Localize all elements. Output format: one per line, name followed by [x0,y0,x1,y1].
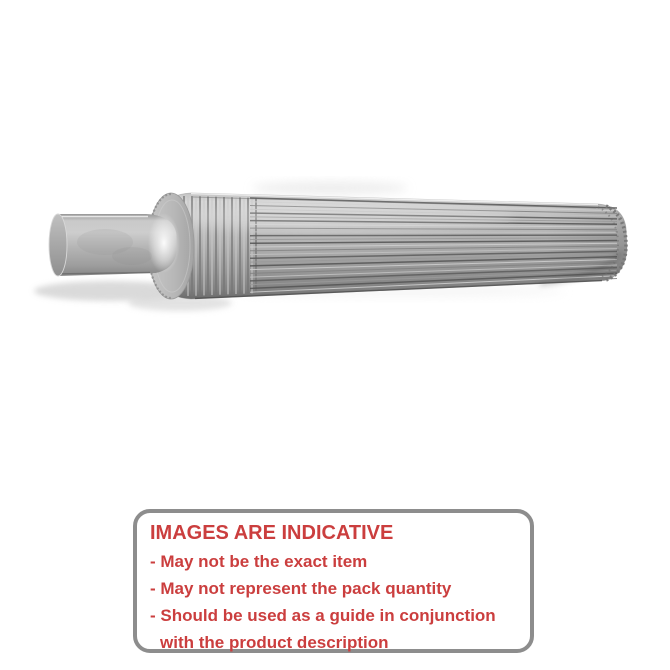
notice-line-guide: - Should be used as a guide in conjunction [150,606,496,625]
notice-line-exact-item: - May not be the exact item [150,552,368,571]
indicative-notice-box [133,509,534,653]
pilot-shaft [49,213,180,276]
notice-title: IMAGES ARE INDICATIVE [150,522,394,544]
notice-line-pack-quantity: - May not represent the pack quantity [150,579,452,598]
fillet-highlight [148,213,180,273]
toothed-bar-body [148,193,627,299]
notice-line-guide-continued: with the product description [160,633,389,652]
